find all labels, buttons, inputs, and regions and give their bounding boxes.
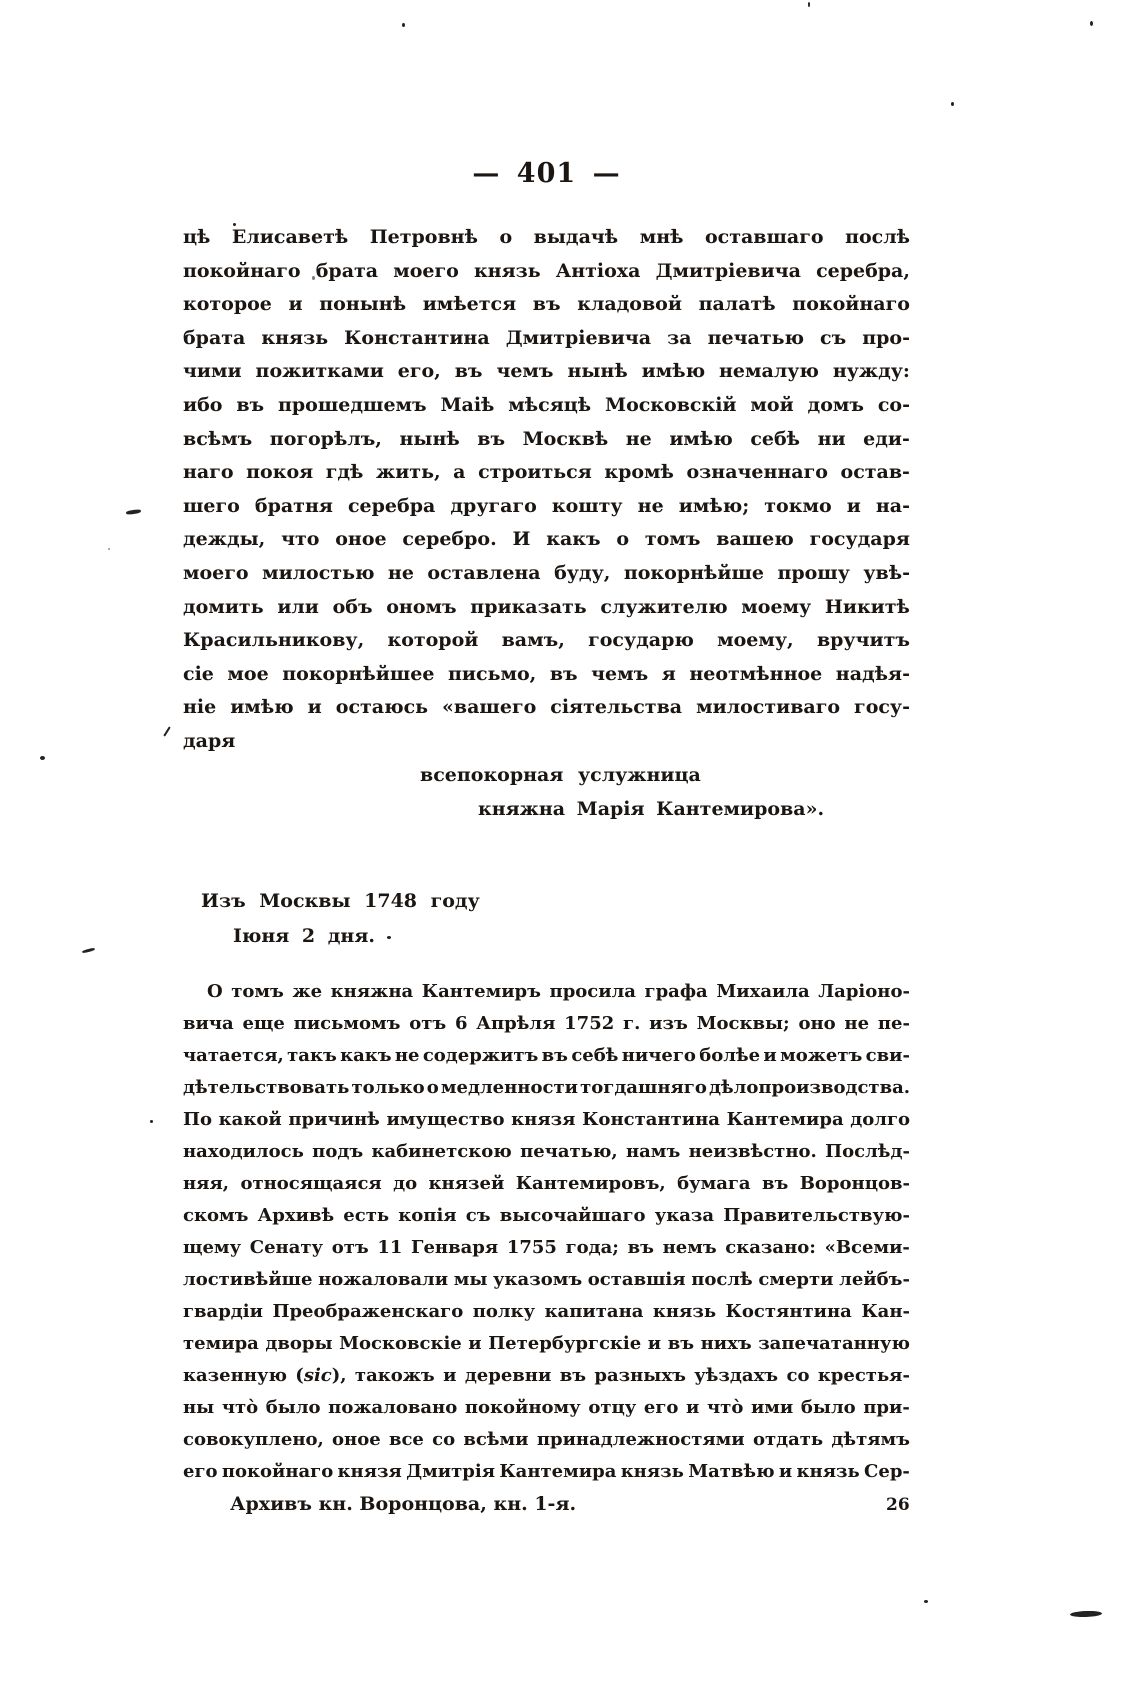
scan-speck: [312, 276, 315, 280]
text-line: вича еще письмомъ отъ 6 Апрѣля 1752 г. изъ Москвы; оно не пе-: [183, 1013, 910, 1034]
text-line: лостивѣйше ножаловали мы указомъ оставшія послѣ смерти лейбъ-: [183, 1269, 910, 1290]
scan-speck: [924, 1600, 928, 1603]
scan-speck: [402, 23, 405, 27]
scan-speck: [951, 102, 954, 106]
text-line: О томъ же княжна Кантемиръ просила графа Михаила Ларіоно-: [207, 981, 910, 1002]
scan-speck: [387, 936, 391, 939]
text-line: всѣмъ погорѣлъ, нынѣ въ Москвѣ не имѣю себѣ ни еди-: [183, 427, 910, 450]
text-line: чими пожитками его, въ чемъ нынѣ имѣю немалую нужду:: [183, 360, 910, 383]
text-line: моего милостью не оставлена буду, покорнѣйше прошу увѣ-: [183, 561, 910, 584]
scan-speck: [1070, 1610, 1102, 1617]
letter-signature-line-1: всепокорная услужница: [420, 764, 701, 786]
scan-speck: [82, 947, 95, 953]
letter-dateline-day: Іюня 2 дня.: [233, 925, 375, 947]
text-line: дѣтельствовать только о медленности тогдашняго дѣлопроизводства.: [183, 1077, 910, 1098]
text-line: Красильникову, которой вамъ, государю моему, вручитъ: [183, 629, 910, 652]
text-line: которое и понынѣ имѣется въ кладовой палатѣ покойнаго: [183, 293, 910, 316]
footer-archive-reference: Архивъ кн. Воронцова, кн. 1-я.: [230, 1493, 577, 1515]
text-line: темира дворы Московскіе и Петербургскіе и въ нихъ запечатанную: [183, 1333, 910, 1354]
scan-speck: [163, 726, 171, 736]
text-line: брата князь Константина Дмитріевича за печатью съ про-: [183, 326, 910, 349]
scan-speck: [40, 756, 45, 760]
text-line: домить или объ ономъ приказать служителю моему Никитѣ: [183, 595, 910, 618]
text-line: чатается, такъ какъ не содержитъ въ себѣ ничего болѣе и можетъ сви-: [183, 1045, 910, 1066]
commentary-text-block: [183, 976, 910, 1488]
text-line: дежды, что оное серебро. И какъ о томъ вашею государя: [183, 528, 910, 551]
text-line: находилось подъ кабинетскою печатью, намъ неизвѣстно. Послѣд-: [183, 1141, 910, 1162]
scan-speck: [150, 1120, 153, 1123]
text-line: сіе мое покорнѣйшее письмо, въ чемъ я неотмѣнное надѣя-: [183, 662, 910, 685]
text-line: По какой причинѣ имущество князя Константина Кантемира долго: [183, 1109, 910, 1130]
text-line: покойнаго брата моего князь Антіоха Дмитріевича серебра,: [183, 259, 910, 282]
scan-speck: [808, 2, 810, 7]
scan-speck: [233, 223, 236, 226]
scan-speck: [108, 548, 110, 550]
text-line: скомъ Архивѣ есть копія съ высочайшаго указа Правительствую-: [183, 1205, 910, 1226]
text-line: наго покоя гдѣ жить, а строиться кромѣ означеннаго остав-: [183, 461, 910, 484]
text-line: ніе имѣю и остаюсь «вашего сіятельства милостиваго госу-: [183, 696, 910, 719]
text-line: ибо въ прошедшемъ Маіѣ мѣсяцѣ Московскій мой домъ со-: [183, 393, 910, 416]
text-line: гвардіи Преображенскаго полку капитана князь Костянтина Кан-: [183, 1301, 910, 1322]
text-line: ны что̀ было пожаловано покойному отцу его и что̀ ими было при-: [183, 1397, 910, 1418]
letter-text-block: [183, 221, 910, 725]
scan-speck: [126, 509, 141, 515]
text-line: щему Сенату отъ 11 Генваря 1755 года; въ немъ сказано: «Всеми-: [183, 1237, 910, 1258]
letter-signature-line-2: княжна Марія Кантемирова».: [478, 798, 825, 820]
text-line: няя, относящаяся до князей Кантемировъ, бумага въ Воронцов-: [183, 1173, 910, 1194]
text-line: его покойнаго князя Дмитрія Кантемира князь Матвѣю и князь Сер-: [183, 1461, 910, 1482]
letter-closing-line: даря: [183, 730, 236, 752]
letter-dateline-place-year: Изъ Москвы 1748 году: [201, 890, 480, 912]
text-line: шего братня серебра другаго кошту не имѣю; токмо и на-: [183, 494, 910, 517]
text-line: казенную (sic), такожъ и деревни въ разныхъ уѣздахъ со крестья-: [183, 1365, 910, 1386]
page-number: — 401 —: [472, 158, 621, 189]
printer-signature-mark: 26: [886, 1495, 910, 1515]
scan-speck: [1090, 21, 1093, 26]
text-line: совокуплено, оное все со всѣми принадлежностями отдать дѣтямъ: [183, 1429, 910, 1450]
text-line: цѣ Елисаветѣ Петровнѣ о выдачѣ мнѣ оставшаго послѣ: [183, 226, 910, 248]
